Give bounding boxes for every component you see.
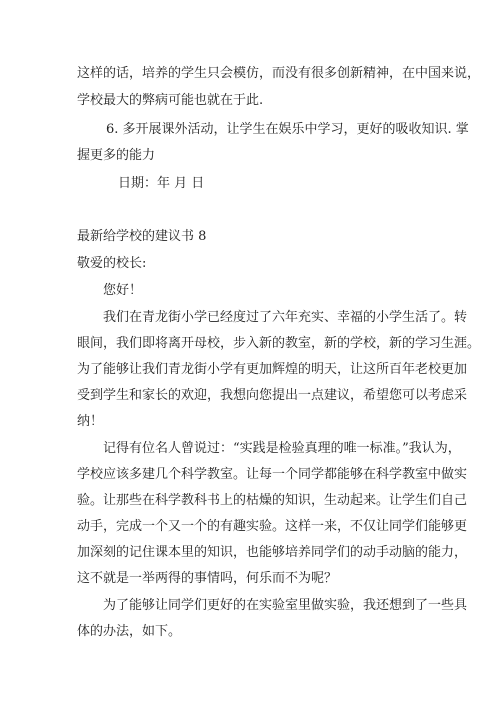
paragraph-3-line: 为了能够让同学们更好的在实验室里做实验，我还想到了一些具 <box>103 598 468 613</box>
body-text-line: 学校最大的弊病可能也就在于此. <box>77 93 264 108</box>
paragraph-2-line: 动手，完成一个又一个的有趣实验。这样一来，不仅让同学们能够更 <box>77 519 468 534</box>
paragraph-1-line: 眼间，我们即将离开母校，步入新的教室，新的学校，新的学习生涯。 <box>77 336 481 351</box>
paragraph-1-line: 我们在青龙街小学已经度过了六年充实、幸福的小学生活了。转 <box>103 310 468 325</box>
paragraph-2-line: 这不就是一举两得的事情吗，何乐而不为呢？ <box>77 571 338 586</box>
paragraph-3-line: 体的办法，如下。 <box>77 624 182 639</box>
paragraph-2-line: 记得有位名人曾说过：“实践是检验真理的唯一标准。”我认为， <box>103 441 461 456</box>
body-text-line: 这样的话，培养的学生只会模仿，而没有很多创新精神，在中国来说， <box>77 66 481 81</box>
letter-title: 最新给学校的建议书 8 <box>77 229 207 244</box>
letter-greeting: 您好！ <box>103 283 143 298</box>
list-item-6: 6. 多开展课外活动，让学生在娱乐中学习，更好的吸收知识. 掌 <box>106 122 469 137</box>
paragraph-1-line: 受到学生和家长的欢迎，我想向您提出一点建议，希望您可以考虑采 <box>77 388 468 403</box>
date-line: 日期：年 月 日 <box>118 176 205 191</box>
paragraph-2-line: 验。让那些在科学教科书上的枯燥的知识，生动起来。让学生们自己 <box>77 493 468 508</box>
paragraph-1-line: 纳！ <box>77 414 104 429</box>
paragraph-1-line: 为了能够让我们青龙街小学有更加辉煌的明天，让这所百年老校更加 <box>77 362 468 377</box>
list-item-6-continuation: 握更多的能力 <box>77 148 156 163</box>
paragraph-2-line: 加深刻的记住课本里的知识，也能够培养同学们的动手动脑的能力， <box>77 545 468 560</box>
paragraph-2-line: 学校应该多建几个科学教室。让每一个同学都能够在科学教室中做实 <box>77 467 468 482</box>
letter-salutation: 敬爱的校长: <box>77 256 147 271</box>
